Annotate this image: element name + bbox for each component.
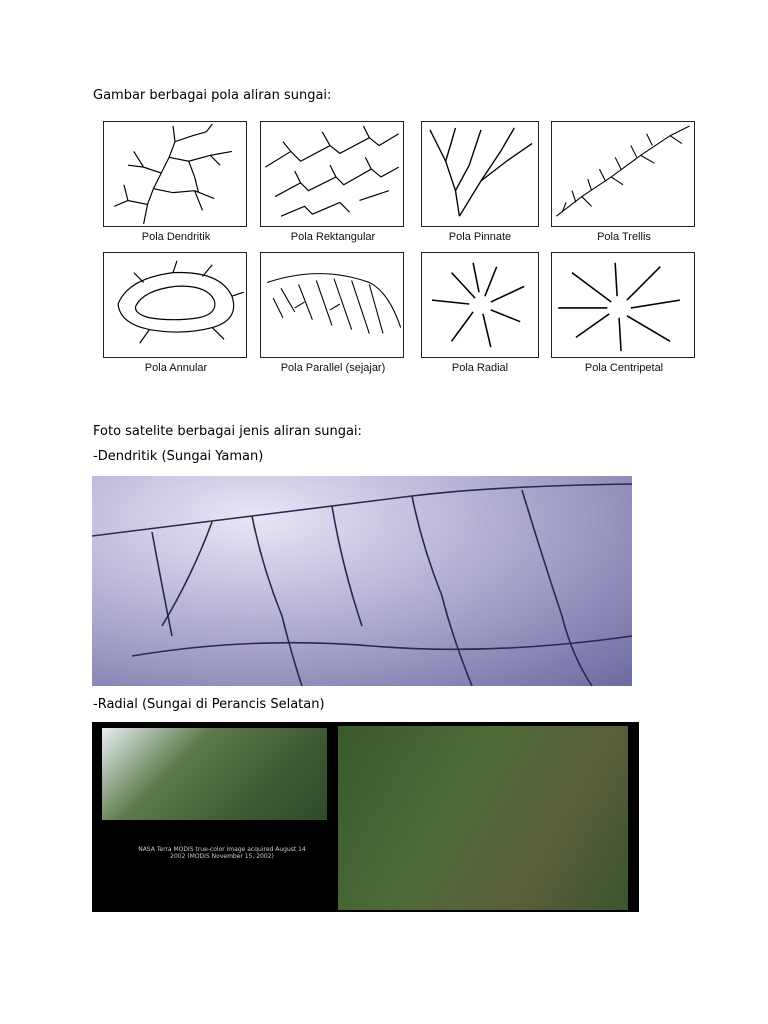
satellite-title: Foto satelite berbagai jenis aliran sungai: xyxy=(93,424,362,439)
dendritic-satellite-photo xyxy=(92,476,632,686)
radial-satellite-photo xyxy=(92,722,639,912)
pattern-caption: Pola Pinnate xyxy=(448,231,512,243)
pattern-caption: Pola Rektangular xyxy=(290,231,376,243)
pattern-parallel xyxy=(260,252,406,374)
pattern-pinnate xyxy=(421,121,539,243)
radial-closeup-map xyxy=(338,726,628,910)
pattern-dendritik xyxy=(103,121,249,243)
drainage-patterns-figure xyxy=(98,118,698,383)
pattern-caption: Pola Trellis xyxy=(597,231,651,243)
inset-caption: NASA Terra MODIS true-color image acquired August 14 2002 (MODIS November 15, 2002) xyxy=(138,846,306,860)
pattern-trellis xyxy=(551,121,697,243)
pattern-caption: Pola Parallel (sejajar) xyxy=(280,362,386,374)
france-inset-map xyxy=(102,728,327,820)
pattern-annular xyxy=(103,252,249,374)
pattern-caption: Pola Annular xyxy=(144,362,208,374)
pattern-centripetal xyxy=(551,252,697,374)
patterns-title: Gambar berbagai pola aliran sungai: xyxy=(93,88,332,103)
pattern-radial xyxy=(421,252,539,374)
radial-label: -Radial (Sungai di Perancis Selatan) xyxy=(93,697,325,712)
dendritic-label: -Dendritik (Sungai Yaman) xyxy=(93,449,264,464)
pattern-caption: Pola Centripetal xyxy=(584,362,664,374)
pattern-caption: Pola Dendritik xyxy=(141,231,211,243)
pattern-rektangular xyxy=(260,121,406,243)
pattern-caption: Pola Radial xyxy=(451,362,509,374)
